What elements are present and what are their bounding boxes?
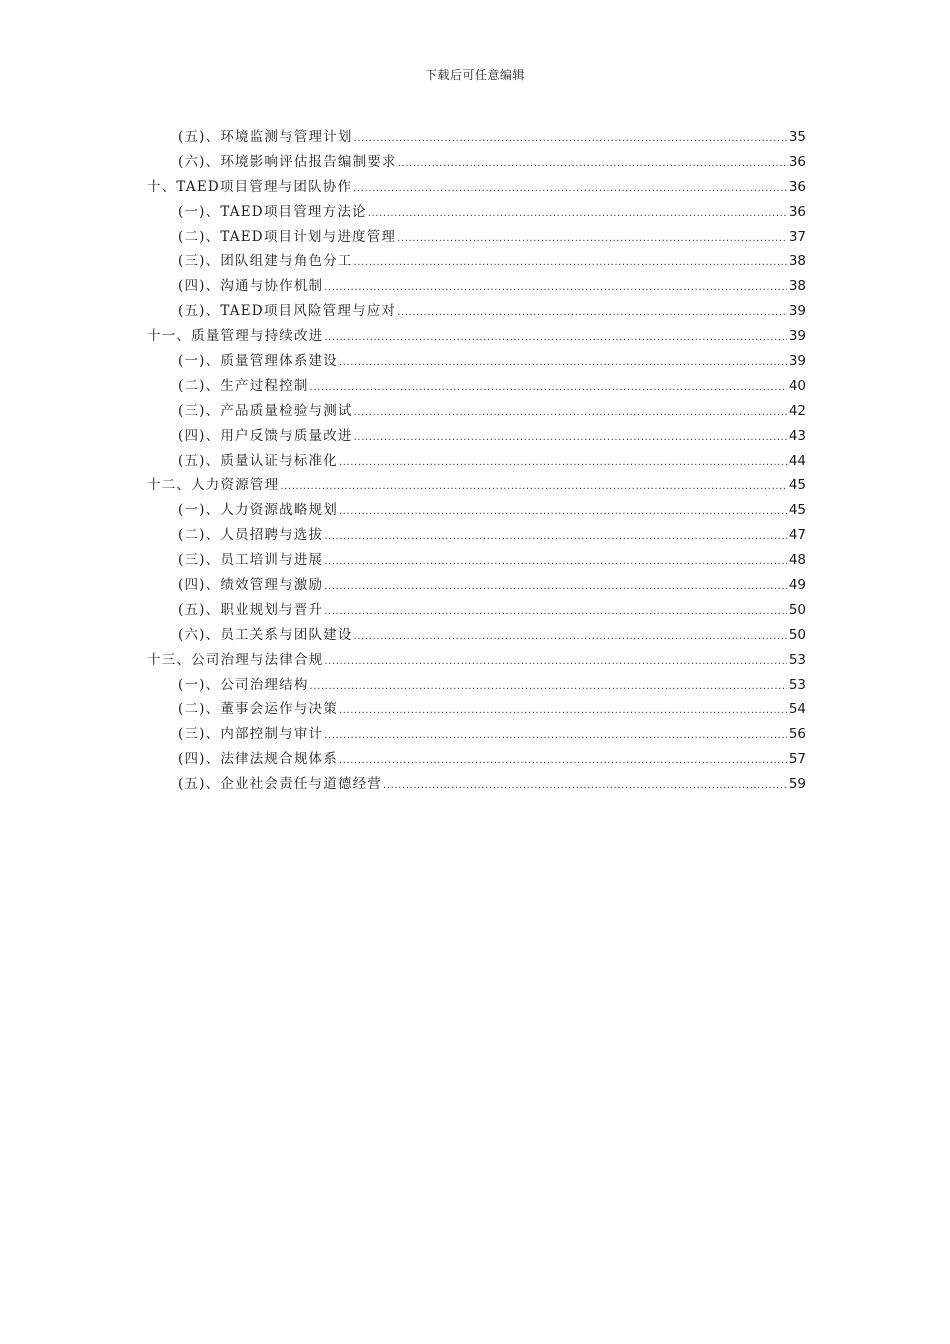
toc-dot-leader xyxy=(339,705,787,716)
toc-section-entry[interactable] xyxy=(147,200,806,225)
toc-page-number: 36 xyxy=(788,153,806,170)
toc-dot-leader xyxy=(353,183,787,194)
toc-dot-leader xyxy=(324,556,787,567)
toc-entry-label: (五)、质量认证与标准化 xyxy=(178,452,338,469)
toc-dot-leader xyxy=(324,730,787,741)
toc-page-number: 54 xyxy=(788,701,806,718)
toc-section-entry[interactable] xyxy=(147,249,806,274)
page-header: 下载后可任意编辑 xyxy=(424,68,525,82)
toc-section-entry[interactable] xyxy=(147,673,806,698)
toc-dot-leader xyxy=(397,307,787,318)
toc-dot-leader xyxy=(354,407,787,418)
toc-entry-label: (六)、环境影响评估报告编制要求 xyxy=(178,153,397,170)
toc-section-entry[interactable] xyxy=(147,424,806,449)
toc-page-number: 39 xyxy=(788,353,806,370)
toc-page-number: 49 xyxy=(788,577,806,594)
toc-dot-leader xyxy=(324,332,787,343)
toc-entry-label: (三)、团队组建与角色分工 xyxy=(178,253,353,270)
toc-page-number: 37 xyxy=(788,228,806,245)
toc-entry-label: (五)、职业规划与晋升 xyxy=(178,601,324,618)
toc-page-number: 39 xyxy=(788,303,806,320)
toc-entry-label: (五)、环境监测与管理计划 xyxy=(178,129,353,145)
toc-entry-label: (四)、用户反馈与质量改进 xyxy=(178,427,353,444)
toc-section-entry[interactable] xyxy=(147,573,806,598)
toc-section-entry[interactable] xyxy=(147,299,806,324)
toc-dot-leader xyxy=(397,233,787,244)
toc-dot-leader xyxy=(324,656,787,667)
toc-entry-label: (一)、人力资源战略规划 xyxy=(178,502,338,519)
toc-entry-label: (一)、质量管理体系建设 xyxy=(178,353,338,370)
toc-entry-label: (三)、内部控制与审计 xyxy=(178,726,324,743)
toc-section-entry[interactable] xyxy=(147,349,806,374)
toc-entry-label: 十、TAED项目管理与团队协作 xyxy=(147,178,353,195)
toc-section-entry[interactable] xyxy=(147,747,806,772)
toc-entry-label: (五)、TAED项目风险管理与应对 xyxy=(178,303,397,320)
toc-dot-leader xyxy=(383,780,787,791)
toc-dot-leader xyxy=(339,506,787,517)
toc-dot-leader xyxy=(354,257,787,268)
toc-entry-label: 十三、公司治理与法律合规 xyxy=(147,651,324,668)
toc-page-number: 35 xyxy=(788,129,806,145)
toc-page-number: 45 xyxy=(788,502,806,519)
toc-page-number: 42 xyxy=(788,402,806,419)
toc-entry-label: 十一、质量管理与持续改进 xyxy=(147,328,324,345)
toc-entry-label: (三)、员工培训与进展 xyxy=(178,552,324,569)
toc-page-number: 36 xyxy=(788,178,806,195)
toc-entry-label: 十二、人力资源管理 xyxy=(147,477,280,494)
toc-chapter-entry[interactable] xyxy=(147,648,806,673)
toc-page-number: 39 xyxy=(788,328,806,345)
toc-chapter-entry[interactable] xyxy=(147,473,806,498)
toc-dot-leader xyxy=(368,208,787,219)
toc-entry-label: (二)、生产过程控制 xyxy=(178,377,309,394)
toc-page-number: 56 xyxy=(788,726,806,743)
toc-section-entry[interactable] xyxy=(147,399,806,424)
toc-dot-leader xyxy=(324,282,787,293)
toc-chapter-entry[interactable] xyxy=(147,324,806,349)
toc-page-number: 57 xyxy=(788,751,806,768)
toc-dot-leader xyxy=(324,581,787,592)
toc-page-number: 43 xyxy=(788,427,806,444)
toc-section-entry[interactable] xyxy=(147,772,806,797)
toc-chapter-entry[interactable] xyxy=(147,175,806,200)
toc-page-number: 44 xyxy=(788,452,806,469)
toc-dot-leader xyxy=(324,606,787,617)
toc-page-number: 38 xyxy=(788,278,806,295)
toc-page-number: 50 xyxy=(788,626,806,643)
toc-section-entry[interactable] xyxy=(147,449,806,474)
toc-entry-label: (二)、人员招聘与选拔 xyxy=(178,527,324,544)
toc-section-entry[interactable] xyxy=(147,623,806,648)
toc-section-entry[interactable] xyxy=(147,697,806,722)
toc-page-number: 53 xyxy=(788,651,806,668)
toc-section-entry[interactable] xyxy=(147,498,806,523)
toc-section-entry[interactable] xyxy=(147,125,806,150)
toc-dot-leader xyxy=(354,631,787,642)
toc-dot-leader xyxy=(310,681,787,692)
toc-section-entry[interactable] xyxy=(147,274,806,299)
toc-page-number: 36 xyxy=(788,203,806,220)
toc-dot-leader xyxy=(339,755,787,766)
toc-entry-label: (四)、沟通与协作机制 xyxy=(178,278,324,295)
toc-section-entry[interactable] xyxy=(147,722,806,747)
toc-page-number: 38 xyxy=(788,253,806,270)
toc-section-entry[interactable] xyxy=(147,374,806,399)
toc-page-number: 47 xyxy=(788,527,806,544)
toc-entry-label: (二)、TAED项目计划与进度管理 xyxy=(178,228,397,245)
toc-dot-leader xyxy=(310,382,787,393)
toc-section-entry[interactable] xyxy=(147,150,806,175)
toc-page-number: 40 xyxy=(788,377,806,394)
toc-dot-leader xyxy=(398,158,787,169)
toc-entry-label: (六)、员工关系与团队建设 xyxy=(178,626,353,643)
toc-entry-label: (一)、TAED项目管理方法论 xyxy=(178,203,367,220)
toc-entry-label: (三)、产品质量检验与测试 xyxy=(178,402,353,419)
toc-page-number: 53 xyxy=(788,676,806,693)
toc-page-number: 45 xyxy=(788,477,806,494)
toc-section-entry[interactable] xyxy=(147,225,806,250)
table-of-contents xyxy=(147,125,806,797)
toc-dot-leader xyxy=(324,531,787,542)
toc-dot-leader xyxy=(339,457,787,468)
toc-entry-label: (一)、公司治理结构 xyxy=(178,676,309,693)
toc-entry-label: (二)、董事会运作与决策 xyxy=(178,701,338,718)
toc-page-number: 59 xyxy=(788,776,806,793)
toc-section-entry[interactable] xyxy=(147,598,806,623)
toc-dot-leader xyxy=(354,133,787,144)
toc-dot-leader xyxy=(280,481,787,492)
toc-page-number: 50 xyxy=(788,601,806,618)
toc-page-number: 48 xyxy=(788,552,806,569)
toc-entry-label: (四)、法律法规合规体系 xyxy=(178,751,338,768)
toc-section-entry[interactable] xyxy=(147,548,806,573)
toc-section-entry[interactable] xyxy=(147,523,806,548)
toc-entry-label: (四)、绩效管理与激励 xyxy=(178,577,324,594)
toc-dot-leader xyxy=(354,432,787,443)
toc-dot-leader xyxy=(339,357,787,368)
toc-entry-label: (五)、企业社会责任与道德经营 xyxy=(178,776,383,793)
